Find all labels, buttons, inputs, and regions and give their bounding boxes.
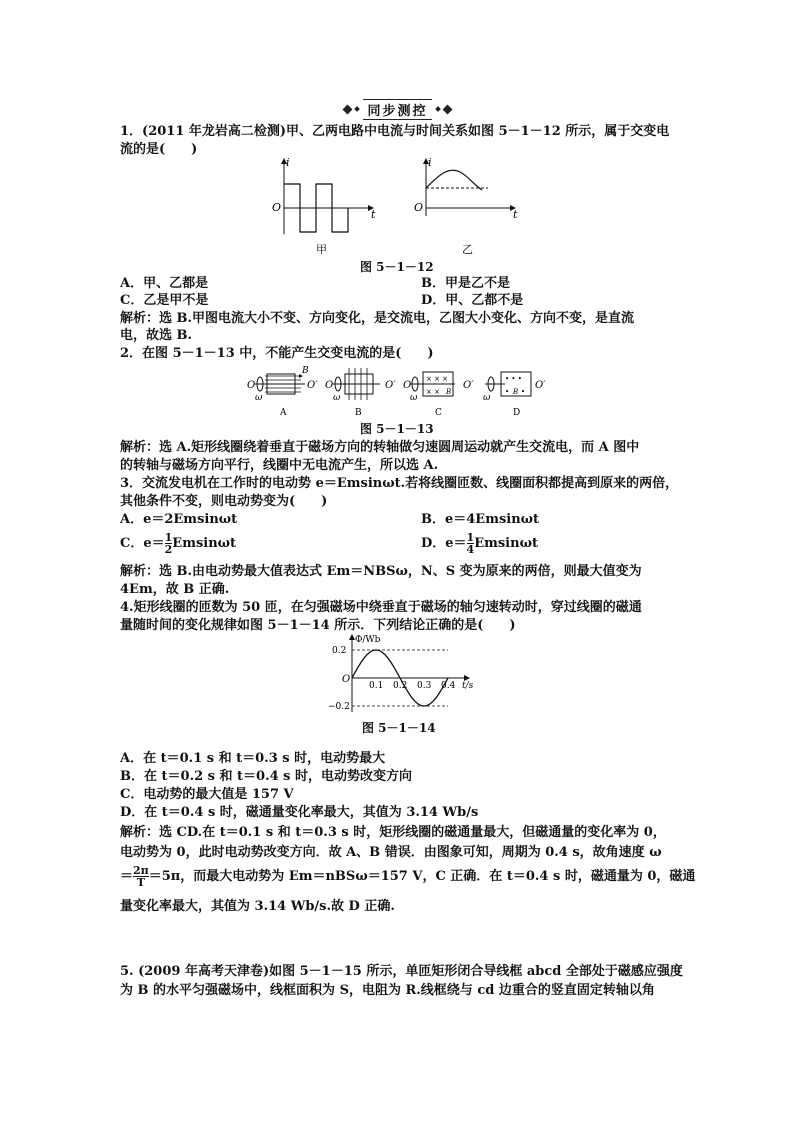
y-tick-label: −0.2 <box>328 702 350 712</box>
svg-text:D: D <box>513 408 521 418</box>
q4-option-b: B．在 t＝0.2 s 和 t＝0.4 s 时，电动势改变方向 <box>120 769 413 784</box>
svg-text:O′: O′ <box>535 380 545 391</box>
axis-label-i: i <box>286 156 290 169</box>
q5-stem-line2: 为 B 的水平匀强磁场中，线框面积为 S，电阻为 R.线框绕与 cd 边重合的竖直固定转轴以角 <box>120 983 655 998</box>
svg-text:× ×: × × <box>426 388 440 396</box>
q4-answer-line3: ＝ $\frac{2\pi}{T}$ ＝5π，而最大电动势为 Em＝nBSω＝157 V，C 正确．在 t＝0.4 s 时，磁通量为 0，磁通 <box>120 864 696 889</box>
fraction: $\frac{1}{4}$ <box>466 531 475 556</box>
x-tick-label: 0.2 <box>393 681 408 691</box>
svg-text:O′: O′ <box>307 380 318 391</box>
svg-text:O′: O′ <box>385 380 396 391</box>
x-tick-label: 0.1 <box>369 681 384 691</box>
omega-label: ω <box>255 393 263 403</box>
figure-option-d <box>483 372 545 418</box>
figure-yi-label: 乙 <box>462 243 473 256</box>
figure-5-1-12 <box>268 156 528 256</box>
svg-text:B: B <box>355 408 362 418</box>
axis-label-t: t <box>371 208 376 221</box>
q4-option-a: A．在 t＝0.1 s 和 t＝0.3 s 时，电动势最大 <box>120 751 386 766</box>
omega-label: ω <box>333 393 341 403</box>
section-header <box>310 100 485 118</box>
q2-answer-line1: 解析：选 A.矩形线圈绕着垂直于磁场方向的转轴做匀速圆周运动就产生交流电，而 A 图中 <box>120 440 640 455</box>
q1-stem-line1: 1．(2011 年龙岩高二检测)甲、乙两电路中电流与时间关系如图 5－1－12 所示，属于交变电 <box>120 124 670 139</box>
q1-answer-line2: 电，故选 B. <box>120 328 193 343</box>
q4-answer-line2: 电动势为 0，此时电动势改变方向．故 A、B 错误．由图象可知，周期为 0.4 s，故角速度 ω <box>120 845 662 860</box>
figure-caption: 图 5－1－12 <box>360 260 434 274</box>
figure-caption: 图 5－1－13 <box>360 422 434 436</box>
diamond-icon <box>343 104 353 114</box>
q1-option-a: A．甲、乙都是 <box>120 276 209 291</box>
x-axis-label: t/s <box>462 681 474 691</box>
q5-stem-line1: 5. (2009 年高考天津卷)如图 5－1－15 所示，单匝矩形闭合导线框 abcd 全部处于磁感应强度 <box>120 964 683 979</box>
svg-text:•: • <box>521 388 526 396</box>
q4-answer-line1: 解析：选 CD.在 t＝0.1 s 和 t＝0.3 s 时，矩形线圈的磁通量最大，但磁通量的变化率为 0， <box>120 825 666 840</box>
origin-label: O <box>414 201 424 214</box>
q1-option-d: D．甲、乙都不是 <box>421 293 524 308</box>
q1-stem-line2: 流的是( ) <box>120 142 198 157</box>
q3-option-b: B．e＝4Emsinωt <box>421 512 540 527</box>
svg-text:• • •: • • • <box>505 375 522 383</box>
svg-text:B: B <box>513 388 519 396</box>
q1-answer-line1: 解析：选 B.甲图电流大小不变、方向变化，是交流电，乙图大小变化、方向不变，是直流 <box>120 311 635 326</box>
figure-option-c <box>403 372 474 418</box>
q3-stem-line2: 其他条件不变，则电动势变为( ) <box>120 494 328 509</box>
svg-text:B: B <box>446 388 452 396</box>
svg-text:C: C <box>435 408 442 418</box>
q3-option-c: C．e＝ $\frac{1}{2}$ Emsinωt <box>120 531 237 556</box>
svg-text:O′: O′ <box>463 380 474 391</box>
figure-jia <box>272 156 376 256</box>
fraction: $\frac{1}{2}$ <box>164 531 173 556</box>
q2-stem: 2．在图 5－1－13 中，不能产生交变电流的是( ) <box>120 346 434 361</box>
diamond-icon <box>355 106 361 112</box>
figure-yi <box>414 156 518 256</box>
diamond-icon <box>435 106 441 112</box>
axis-label-t: t <box>513 208 518 221</box>
x-tick-label: 0.3 <box>417 681 432 691</box>
q2-answer-line2: 的转轴与磁场方向平行，线圈中无电流产生，所以选 A. <box>120 458 439 473</box>
figure-caption: 图 5－1－14 <box>362 721 436 735</box>
origin-label: O <box>342 674 351 685</box>
svg-text:B: B <box>302 366 309 376</box>
figure-5-1-13 <box>245 362 545 420</box>
omega-label: ω <box>410 393 418 403</box>
q1-option-b: B．甲是乙不是 <box>421 276 510 291</box>
q3-option-d: D．e＝ $\frac{1}{4}$ Emsinωt <box>421 531 538 556</box>
q1-option-c: C．乙是甲不是 <box>120 293 209 308</box>
figure-5-1-14-chart <box>320 632 480 716</box>
omega-label: ω <box>483 393 491 403</box>
q4-option-c: C．电动势的最大值是 157 V <box>120 787 294 802</box>
y-axis-label: Φ/Wb <box>355 635 381 645</box>
diamond-icon <box>442 104 452 114</box>
svg-text:O: O <box>325 380 334 391</box>
svg-text:A: A <box>280 408 287 418</box>
svg-text:•: • <box>505 388 510 396</box>
q3-answer-line1: 解析：选 B.由电动势最大值表达式 Em＝NBSω，N、S 变为原来的两倍，则最大值变为 <box>120 564 642 579</box>
figure-jia-label: 甲 <box>316 243 327 256</box>
section-title: 同步测控 <box>363 99 431 120</box>
q4-stem-line1: 4.矩形线圈的匝数为 50 匝，在匀强磁场中绕垂直于磁场的轴匀速转动时，穿过线圈的磁通 <box>120 600 642 615</box>
q4-option-d: D．在 t＝0.4 s 时，磁通量变化率最大，其值为 3.14 Wb/s <box>120 805 479 820</box>
origin-label: O <box>272 201 282 214</box>
q3-option-a: A．e＝2Emsinωt <box>120 512 238 527</box>
q3-answer-line2: 4Em，故 B 正确. <box>120 582 230 597</box>
q4-answer-line4: 量变化率最大，其值为 3.14 Wb/s.故 D 正确. <box>120 899 395 914</box>
q4-stem-line2: 量随时间的变化规律如图 5－1－14 所示．下列结论正确的是( ) <box>120 618 516 633</box>
q3-stem-line1: 3．交流发电机在工作时的电动势 e＝Emsinωt.若将线圈匝数、线圈面积都提高到原来的两倍， <box>120 476 679 491</box>
fraction: $\frac{2\pi}{T}$ <box>133 864 149 889</box>
svg-text:O: O <box>403 380 412 391</box>
svg-text:× × ×: × × × <box>426 375 449 383</box>
axis-label-i: i <box>428 156 432 169</box>
y-tick-label: 0.2 <box>332 646 347 656</box>
figure-option-b <box>325 368 396 418</box>
x-tick-label: 0.4 <box>441 681 456 691</box>
svg-text:O: O <box>247 380 256 391</box>
figure-option-a <box>247 366 318 418</box>
